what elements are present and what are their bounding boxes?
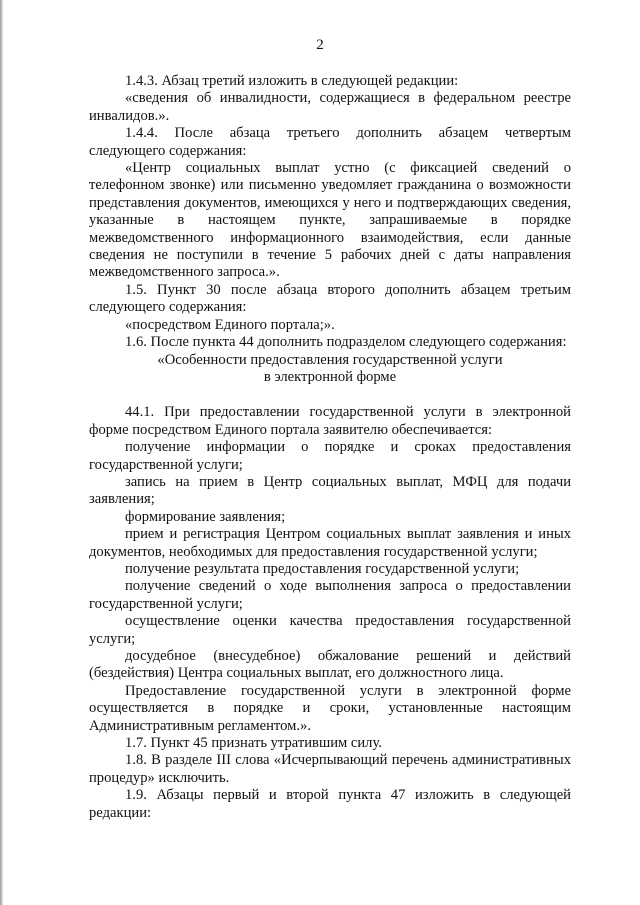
para-quote-invalid: «сведения об инвалидности, содержащиеся в федеральном реестре инвалидов.». <box>89 90 571 124</box>
para-portal: «посредством Единого портала;». <box>125 316 335 333</box>
document-body <box>89 73 571 822</box>
subsection-heading: «Особенности предоставления государственной услуги в электронной форме <box>157 351 503 385</box>
para-provision: Предоставление государственной услуги в электронной форме осуществляется в порядке и сроки, установленные настоящим Административным регламентом.». <box>89 682 571 734</box>
para-appointment: запись на прием в Центр социальных выплат, МФЦ для подачи заявления; <box>89 473 571 508</box>
para-registration: прием и регистрация Центром социальных выплат заявления и иных документов, необходимых для предоставления государственной услуги; <box>89 526 571 560</box>
para-progress: получение сведений о ходе выполнения запроса о предоставлении государственной услуги; <box>89 578 571 612</box>
para-1-8: 1.8. В разделе III слова «Исчерпывающий перечень административных процедур» исключить. <box>89 752 571 786</box>
para-forming: формирование заявления; <box>125 508 286 525</box>
para-44-1: 44.1. При предоставлении государственной услуги в электронной форме посредством Единого портала заявителю обеспечивается: <box>89 404 571 438</box>
para-1-7: 1.7. Пункт 45 признать утратившим силу. <box>125 735 382 752</box>
para-1-5: 1.5. Пункт 30 после абзаца второго дополнить абзацем третьим следующего содержания: <box>89 281 571 316</box>
para-info: получение информации о порядке и сроках предоставления государственной услуги; <box>89 439 571 473</box>
para-1-4-3: 1.4.3. Абзац третий изложить в следующей редакции: <box>125 73 459 89</box>
gap-after-heading <box>89 386 571 404</box>
para-appeal: досудебное (внесудебное) обжалование решений и действий (бездействия) Центра социальных выплат, его должностного лица. <box>89 648 571 682</box>
para-1-4-4: 1.4.4. После абзаца третьего дополнить абзацем четвертым следующего содержания: <box>89 125 571 159</box>
para-result: получение результата предоставления государственной услуги; <box>125 560 520 577</box>
para-quality: осуществление оценки качества предоставления государственной услуги; <box>89 613 571 647</box>
para-center-notify: «Центр социальных выплат устно (с фиксацией сведений о телефонном звонке) или письменно уведомляет гражданина о возможности представления документов, имеющихся у него и подтверждающих сведения, указанные в настоящем пункте, запрашиваемые в порядке межведомственного информационного взаимодействия, если данные сведения не поступили в течение 5 рабочих дней с даты направления межведомственного запроса.». <box>89 160 571 281</box>
para-1-9: 1.9. Абзацы первый и второй пункта 47 изложить в следующей редакции: <box>89 787 571 821</box>
page-number: 2 <box>316 37 324 53</box>
scan-edge-shadow <box>0 0 3 905</box>
para-1-6: 1.6. После пункта 44 дополнить подразделом следующего содержания: <box>125 334 567 351</box>
